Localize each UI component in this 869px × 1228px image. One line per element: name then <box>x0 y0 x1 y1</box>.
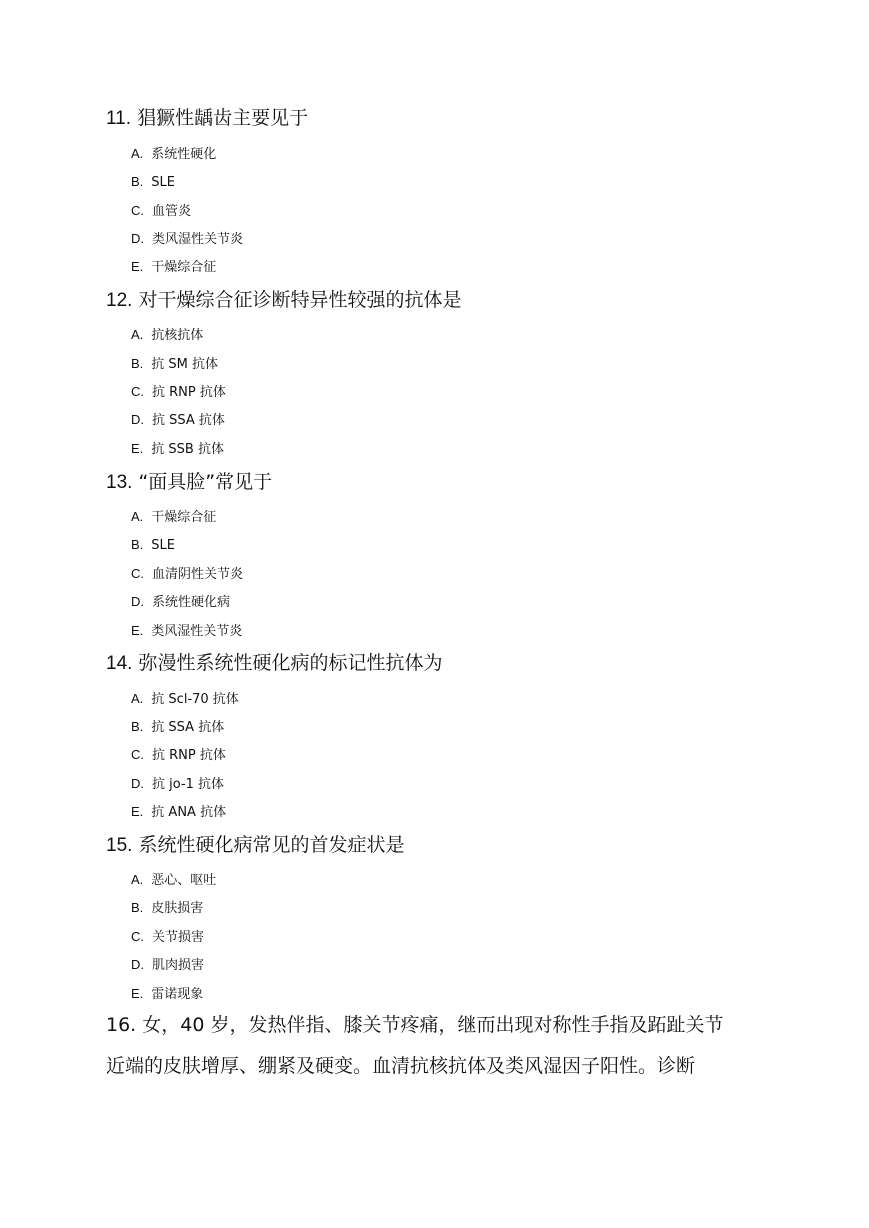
question-14-option-a <box>131 690 239 709</box>
question-13-option-c <box>131 565 243 584</box>
option-text: 干燥综合征 <box>151 260 217 275</box>
question-14-title <box>106 651 442 676</box>
option-text: 血清阴性关节炎 <box>152 567 244 582</box>
question-15-option-b <box>131 899 203 918</box>
option-letter: A. <box>131 146 144 161</box>
question-15-title <box>106 833 404 858</box>
option-text: 恶心、呕吐 <box>151 873 217 888</box>
option-letter: E. <box>131 441 144 456</box>
option-text: 抗 SSB 抗体 <box>151 442 224 457</box>
option-text: 雷诺现象 <box>151 987 204 1002</box>
option-text: 关节损害 <box>152 930 205 945</box>
option-text: 抗 Scl-70 抗体 <box>151 692 239 707</box>
question-13-option-b <box>131 536 175 555</box>
question-13-option-e <box>131 622 242 641</box>
question-12-option-e <box>131 440 224 459</box>
question-text-line-1: 女，40 岁，发热伴指、膝关节疼痛，继而出现对称性手指及跖趾关节 <box>142 1014 724 1036</box>
option-letter: E. <box>131 259 144 274</box>
question-number: 13. <box>106 472 133 493</box>
option-letter: A. <box>131 691 144 706</box>
question-15-option-d <box>131 956 204 975</box>
question-15-option-c <box>131 928 204 947</box>
option-letter: C. <box>131 384 144 399</box>
question-12-title <box>106 288 461 313</box>
question-11-option-b <box>131 173 175 192</box>
question-16-line-1 <box>106 1013 786 1037</box>
option-text: 系统性硬化病 <box>152 595 231 610</box>
option-text: 血管炎 <box>152 204 192 219</box>
option-letter: C. <box>131 747 144 762</box>
question-12-option-b <box>131 355 218 374</box>
option-letter: A. <box>131 872 144 887</box>
option-letter: D. <box>131 957 144 972</box>
option-letter: B. <box>131 356 144 371</box>
option-text: 抗核抗体 <box>151 328 204 343</box>
option-text: 干燥综合征 <box>151 510 217 525</box>
option-text: 抗 SSA 抗体 <box>152 413 225 428</box>
option-text: 系统性硬化 <box>151 147 217 162</box>
option-letter: B. <box>131 537 144 552</box>
question-11-title <box>106 106 308 131</box>
option-text: 皮肤损害 <box>151 901 204 916</box>
option-text: 类风湿性关节炎 <box>151 624 243 639</box>
option-text: SLE <box>151 538 176 553</box>
option-letter: B. <box>131 174 144 189</box>
option-letter: B. <box>131 900 144 915</box>
question-text: 系统性硬化病常见的首发症状是 <box>138 834 405 856</box>
question-13-title <box>106 470 272 495</box>
question-12-option-d <box>131 411 225 430</box>
option-text: 类风湿性关节炎 <box>152 232 244 247</box>
question-number: 14. <box>106 653 133 674</box>
question-text: 猖獗性龋齿主要见于 <box>137 107 309 129</box>
question-11-option-d <box>131 230 243 249</box>
option-letter: D. <box>131 412 144 427</box>
question-text: “面具脸”常见于 <box>138 471 273 493</box>
question-number: 11. <box>106 108 132 129</box>
question-number: 16. <box>106 1014 137 1036</box>
question-text: 对干燥综合征诊断特异性较强的抗体是 <box>138 289 462 311</box>
option-letter: E. <box>131 986 144 1001</box>
question-12-option-c <box>131 383 226 402</box>
option-text: 抗 SM 抗体 <box>151 357 219 372</box>
question-text: 弥漫性系统性硬化病的标记性抗体为 <box>138 652 443 674</box>
option-text: SLE <box>151 175 176 190</box>
option-letter: E. <box>131 623 144 638</box>
option-letter: A. <box>131 327 144 342</box>
question-11-option-e <box>131 258 216 277</box>
question-11-option-c <box>131 202 191 221</box>
question-14-option-b <box>131 718 224 737</box>
option-text: 抗 RNP 抗体 <box>152 748 226 763</box>
question-15-option-e <box>131 985 203 1004</box>
option-letter: D. <box>131 594 144 609</box>
option-letter: C. <box>131 203 144 218</box>
question-11-option-a <box>131 145 216 164</box>
question-14-option-d <box>131 775 224 794</box>
option-letter: C. <box>131 929 144 944</box>
question-text-line-2: 近端的皮肤增厚、绷紧及硬变。血清抗核抗体及类风湿因子阳性。诊断 <box>106 1055 696 1077</box>
question-14-option-e <box>131 803 226 822</box>
option-letter: C. <box>131 566 144 581</box>
option-letter: B. <box>131 719 144 734</box>
question-12-option-a <box>131 326 203 345</box>
option-text: 抗 ANA 抗体 <box>151 805 227 820</box>
option-text: 抗 RNP 抗体 <box>152 385 226 400</box>
option-letter: D. <box>131 231 144 246</box>
question-15-option-a <box>131 871 216 890</box>
option-letter: E. <box>131 804 144 819</box>
option-letter: D. <box>131 776 144 791</box>
question-14-option-c <box>131 746 226 765</box>
option-letter: A. <box>131 509 144 524</box>
question-16-line-2 <box>106 1054 786 1078</box>
option-text: 抗 jo-1 抗体 <box>152 777 225 792</box>
question-number: 15. <box>106 835 133 856</box>
option-text: 抗 SSA 抗体 <box>151 720 225 735</box>
option-text: 肌肉损害 <box>152 958 205 973</box>
question-number: 12. <box>106 290 133 311</box>
question-13-option-a <box>131 508 216 527</box>
question-13-option-d <box>131 593 230 612</box>
